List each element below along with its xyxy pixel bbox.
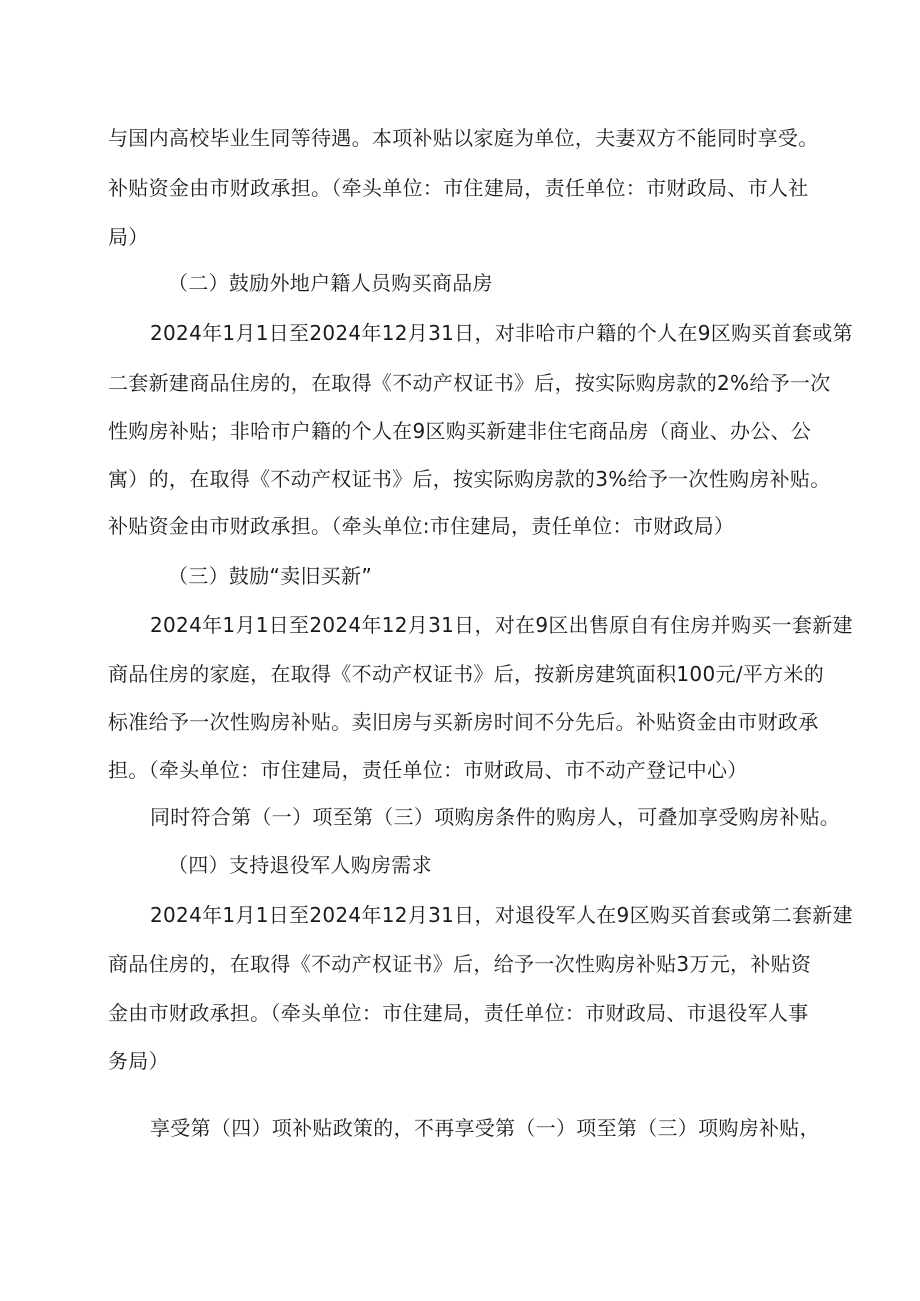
text-line: 补贴资金由市财政承担。（牵头单位:市住建局，责任单位：市财政局） [108, 514, 735, 538]
text-line: 与国内高校毕业生同等待遇。本项补贴以家庭为单位，夫妻双方不能同时享受。 [108, 126, 819, 150]
text-line: 局） [108, 225, 149, 249]
text-line: 享受第（四）项补贴政策的，不再享受第（一）项至第（三）项购房补贴， [150, 1116, 820, 1140]
text-line: 2024年1月1日至2024年12月31日，对非哈市户籍的个人在9区购买首套或第 [150, 321, 853, 345]
text-line: 商品住房的家庭，在取得《不动产权证书》后，按新房建筑面积100元/平方米的 [108, 662, 825, 686]
section-heading: （四）支持退役军人购房需求 [168, 853, 432, 877]
text-line: 商品住房的，在取得《不动产权证书》后，给予一次性购房补贴3万元，补贴资 [108, 952, 812, 976]
text-line: 二套新建商品住房的，在取得《不动产权证书》后，按实际购房款的2%给予一次 [108, 371, 831, 395]
text-line: 担。（牵头单位：市住建局，责任单位：市财政局、市不动产登记中心） [108, 758, 748, 782]
text-line: 务局） [108, 1049, 169, 1073]
section-heading: （二）鼓励外地户籍人员购买商品房 [168, 271, 493, 295]
text-line: 2024年1月1日至2024年12月31日，对在9区出售原自有住房并购买一套新建 [150, 613, 853, 637]
section-heading: （三）鼓励“卖旧买新” [168, 564, 373, 588]
text-line: 寓）的，在取得《不动产权证书》后，按实际购房款的3%给予一次性购房补贴。 [108, 467, 831, 491]
text-line: 金由市财政承担。（牵头单位：市住建局，责任单位：市财政局、市退役军人事 [108, 1001, 809, 1025]
text-line: 2024年1月1日至2024年12月31日，对退役军人在9区购买首套或第二套新建 [150, 903, 853, 927]
text-line: 性购房补贴；非哈市户籍的个人在9区购买新建非住宅商品房（商业、办公、公 [108, 419, 812, 443]
text-line: 同时符合第（一）项至第（三）项购房条件的购房人，可叠加享受购房补贴。 [150, 805, 841, 829]
text-line: 标准给予一次性购房补贴。卖旧房与买新房时间不分先后。补贴资金由市财政承 [108, 710, 819, 734]
text-line: 补贴资金由市财政承担。（牵头单位：市住建局，责任单位：市财政局、市人社 [108, 176, 809, 200]
